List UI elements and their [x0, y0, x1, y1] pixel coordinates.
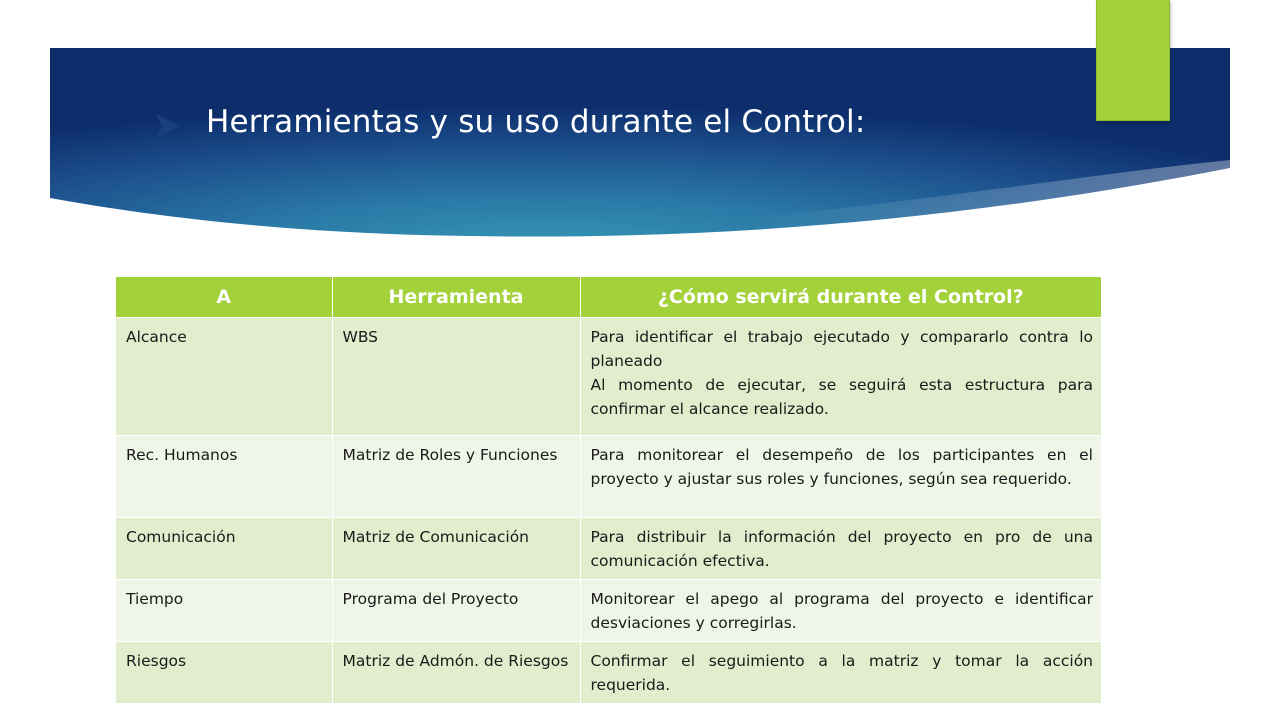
triangle-bullet-icon — [154, 112, 182, 140]
cell-use: Para monitorear el desempeño de los participantes en el proyecto y ajustar sus roles y funciones, según sea requerido. — [580, 436, 1101, 518]
cell-use-line: Al momento de ejecutar, se seguirá esta estructura para confirmar el alcance realizado. — [590, 376, 1093, 418]
table-row — [116, 518, 1101, 580]
table-row — [116, 436, 1101, 518]
header-tool: Herramienta — [332, 277, 580, 318]
table-row — [116, 580, 1101, 642]
cell-area: Alcance — [116, 318, 332, 436]
cell-area: Tiempo — [116, 580, 332, 642]
header-area: A — [116, 277, 332, 318]
title-banner — [50, 48, 1230, 238]
cell-tool: Matriz de Admón. de Riesgos — [332, 642, 580, 704]
cell-tool: Matriz de Comunicación — [332, 518, 580, 580]
cell-tool: WBS — [332, 318, 580, 436]
cell-area: Riesgos — [116, 642, 332, 704]
table-header-row — [116, 277, 1101, 318]
accent-bar — [1096, 0, 1170, 121]
cell-use-line: Para identificar el trabajo ejecutado y compararlo contra lo planeado — [590, 328, 1093, 370]
cell-area: Comunicación — [116, 518, 332, 580]
tools-table — [116, 277, 1101, 703]
cell-use: Confirmar el seguimiento a la matriz y tomar la acción requerida. — [580, 642, 1101, 704]
header-use: ¿Cómo servirá durante el Control? — [580, 277, 1101, 318]
cell-tool: Matriz de Roles y Funciones — [332, 436, 580, 518]
table-row — [116, 318, 1101, 436]
cell-area: Rec. Humanos — [116, 436, 332, 518]
table-row — [116, 642, 1101, 704]
cell-use: Monitorear el apego al programa del proyecto e identificar desviaciones y corregirlas. — [580, 580, 1101, 642]
slide-title: Herramientas y su uso durante el Control: — [206, 104, 866, 140]
cell-use: Para distribuir la información del proyecto en pro de una comunicación efectiva. — [580, 518, 1101, 580]
cell-tool: Programa del Proyecto — [332, 580, 580, 642]
cell-use — [580, 318, 1101, 436]
